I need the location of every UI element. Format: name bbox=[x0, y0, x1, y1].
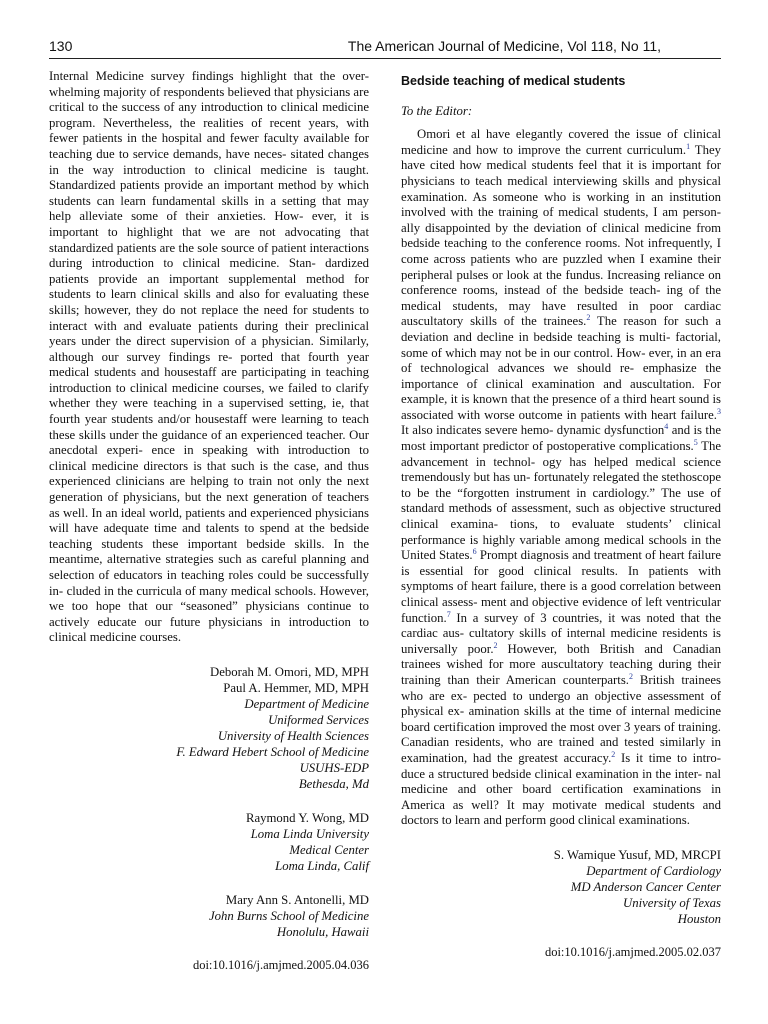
reference-link[interactable]: 1 bbox=[686, 141, 691, 151]
affiliation-line: John Burns School of Medicine bbox=[208, 908, 369, 923]
affiliation-line: Department of Cardiology bbox=[586, 863, 721, 878]
reference-link[interactable]: 7 bbox=[446, 609, 451, 619]
author-name: Mary Ann S. Antonelli, MD bbox=[225, 892, 369, 907]
page-number: 130 bbox=[49, 38, 73, 54]
salutation: To the Editor: bbox=[401, 103, 473, 118]
body-text-segment: It also indicates severe hemo- dynamic dysfunction bbox=[401, 423, 665, 438]
right-column bbox=[401, 74, 721, 961]
affiliation-line: Houston bbox=[677, 911, 721, 926]
reference-link[interactable]: 4 bbox=[664, 422, 669, 432]
journal-citation: The American Journal of Medicine, Vol 118, No 11, bbox=[347, 38, 661, 54]
body-text-segment: In a survey of 3 countries, it was noted that the cardiac aus- cultatory skills of internal medicine residents is universally poor. bbox=[401, 610, 721, 656]
reference-link[interactable]: 2 bbox=[586, 313, 591, 323]
doi-link[interactable]: doi:10.1016/j.amjmed.2005.04.036 bbox=[192, 957, 369, 972]
affiliation-line: Uniformed Services bbox=[268, 712, 369, 727]
reference-link[interactable]: 2 bbox=[611, 749, 616, 759]
affiliation-line: Medical Center bbox=[289, 842, 369, 857]
right-body-paragraph bbox=[401, 127, 721, 829]
body-text-segment: They have cited how medical students feel that it is important for physicians to teach medical interviewing skills and physical examination. As someone who is working in an institution involved with the training of medical students, I am person- ally disappointed by the deviation of clinical medicine from bedside teaching to the conference rooms. Not infrequently, I come across patients who are puzzled when I examine their peripheral pulses or look at the fundus. Increasing reliance on conference rooms, instead of the bedside teach- ing of the medical students, may have resulted in poor cardiac auscultatory skills of the trainees. bbox=[401, 142, 721, 329]
body-text-segment: The advancement in technol- ogy has helped medical science tremendously but has un- fortunately relegated the stethoscope to be the “forgotten instrument in cardiology.” The use of standard methods of assessment, such as objective structured clinical examina- tions, to evaluate students’ clinical performance is highly variable among medical schools in the United States. bbox=[401, 439, 721, 563]
left-body-paragraph: Internal Medicine survey findings highlight that the over- whelming majority of respondents believed that physicians are critical to the success of any introduction to clinical medicine program. Nevertheless, the realities of recent years, with fewer patients in the hospital and fewer faculty available for teaching due to service demands, have neces- sitated changes in the way introduction to clinical medicine is taught. Standardized patients provide an important method by which students can learn fundamental skills in a setting that may help alleviate some of their anxieties. How- ever, it is important to highlight that we are not advocating that standardized patients are the sole source of patient interactions during introduction to clinical medicine. Stan- dardized patients provide an important supplemental method for students to learn clinical skills and also for evaluating these skills; however, they do not replace the need for students to interact with and evaluate patients during their preclinical years under the direct supervision of a physician. Similarly, although our survey findings re- ported that fourth year medical students and housestaff are participating in teaching introduction to clinical medicine courses, we failed to clarify whether they were teaching in a supervised setting, ie, that fourth year students and/or housestaff were learning to teach these skills under the guidance of an experienced teacher. Our anecdotal experi- ence in speaking with introduction to clinical medicine directors is that such is the case, and thus experienced clinicians are helping to train not only the next generation of physicians, but the next generation of teachers as well. In an ideal world, patients and experienced physicians will have adequate time and talents to spend at the bedside teaching students these important bedside skills. In the meantime, alternative strategies such as careful planning and selection of educators in teaching roles could be successfully in- cluded in the curricula of many medical schools. However, we too hope that our “seasoned” physicians continue to actively educate our future physicians in introduction to clinical medicine courses. bbox=[49, 69, 369, 645]
affiliation-line: University of Texas bbox=[623, 895, 721, 910]
affiliation-line: Honolulu, Hawaii bbox=[276, 924, 369, 939]
affiliation-line: Bethesda, Md bbox=[298, 776, 369, 791]
author-name: Paul A. Hemmer, MD, MPH bbox=[223, 680, 369, 695]
author-name: Raymond Y. Wong, MD bbox=[245, 810, 369, 825]
left-column bbox=[49, 69, 369, 974]
reference-link[interactable]: 3 bbox=[717, 406, 721, 416]
author-name: Deborah M. Omori, MD, MPH bbox=[209, 664, 369, 679]
reference-link[interactable]: 2 bbox=[493, 640, 498, 650]
affiliation-line: Department of Medicine bbox=[244, 696, 369, 711]
body-text-segment: British trainees who are ex- pected to undergo an objective assessment of physical ex- amination skills at the time of internal medicine board certification improved the most over 3 years of training. Canadian residents, who are trained and tested similarly in examination, had the greatest accuracy. bbox=[401, 672, 721, 765]
signature-block-omori-hemmer bbox=[49, 664, 369, 792]
body-text-segment: The reason for such a deviation and decline in bedside teaching is multi- factorial, some of which may not be in our control. How- ever, in an era of technological advances we should re- emphasize the importance of clinical examination and auscultation. For example, it is known that the presence of a third heart sound is associated with worse outcome in patients with heart failure. bbox=[401, 314, 721, 422]
reference-link[interactable]: 2 bbox=[629, 671, 633, 681]
body-text-segment: Is it time to intro- duce a structured bedside clinical examination in the inter- nal medicine and other board certification examinations in America as well? It may motivate medical students and doctors to learn and perform good clinical examinations. bbox=[401, 750, 721, 828]
signature-block-yusuf bbox=[401, 847, 721, 927]
body-text-segment: Omori et al have elegantly covered the issue of clinical medicine and how to improve the current curriculum. bbox=[401, 127, 721, 157]
affiliation-line: University of Health Sciences bbox=[217, 728, 369, 743]
affiliation-line: USUHS-EDP bbox=[299, 760, 369, 775]
affiliation-line: F. Edward Hebert School of Medicine bbox=[176, 744, 369, 759]
author-name: S. Wamique Yusuf, MD, MRCPI bbox=[553, 847, 721, 862]
letter-title: Bedside teaching of medical students bbox=[401, 74, 626, 88]
reference-link[interactable]: 5 bbox=[693, 437, 698, 447]
affiliation-line: MD Anderson Cancer Center bbox=[570, 879, 721, 894]
signature-block-antonelli bbox=[49, 892, 369, 940]
body-text-segment: However, both British and Canadian trainees wished for more auscultatory teaching during their training than their American counterparts. bbox=[401, 641, 721, 687]
body-text-segment: Prompt diagnosis and treatment of heart failure is essential for good clinical results. In patients with symptoms of heart failure, there is a good correlation between clinical assess- ment and objective evidence of left ventricular function. bbox=[401, 548, 721, 625]
affiliation-line: Loma Linda University bbox=[250, 826, 369, 841]
signature-block-wong bbox=[49, 810, 369, 874]
body-text-segment: and is the most important predictor of postoperative complications. bbox=[401, 423, 721, 454]
doi-link[interactable]: doi:10.1016/j.amjmed.2005.02.037 bbox=[544, 944, 721, 959]
reference-link[interactable]: 6 bbox=[472, 546, 477, 556]
running-header bbox=[49, 36, 721, 59]
affiliation-line: Loma Linda, Calif bbox=[275, 858, 369, 873]
